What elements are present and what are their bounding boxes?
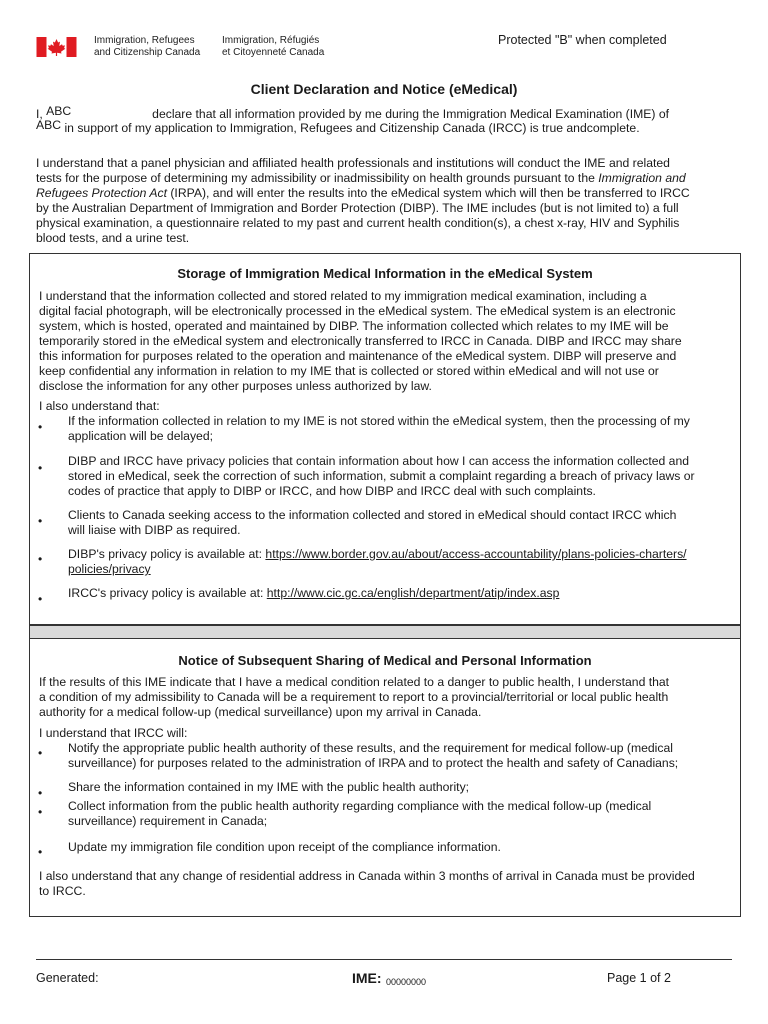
paragraph-line: to IRCC. (39, 884, 86, 898)
paragraph-line: I understand that a panel physician and affiliated health professionals and institutions will conduct the IME and related (36, 156, 670, 170)
paragraph-line: keep confidential any information in relation to my IME that is collected or stored within eMedical and will not use or (39, 364, 659, 378)
bullet-icon: • (38, 746, 43, 760)
text-span: tests for the purpose of determining my admissibility or inadmissibility on health grounds pursuant to the (36, 171, 595, 185)
list-item-line: surveillance) requirement in Canada; (68, 814, 268, 828)
protected-notice: Protected "B" when completed (498, 33, 667, 47)
department-line: Immigration, Refugees (94, 35, 195, 46)
paragraph-line: temporarily stored in the eMedical system and electronically transferred to IRCC in Canada. DIBP and IRCC may share (39, 334, 682, 348)
also-understand-heading: I also understand that: (39, 399, 160, 413)
ircc-will-heading: I understand that IRCC will: (39, 726, 188, 740)
generated-label: Generated: (36, 971, 99, 985)
paragraph-line: If the results of this IME indicate that I have a medical condition related to a danger to public health, I understand that (39, 675, 670, 689)
client-name-field-2: ABC (36, 118, 62, 132)
list-item (68, 780, 728, 795)
list-item (68, 414, 728, 444)
declaration-text: declare that all information provided by me during the Immigration Medical Examination (IME) of (152, 107, 670, 121)
list-item-line: will liaise with DIBP as required. (68, 523, 241, 537)
page-title: Client Declaration and Notice (eMedical) (250, 81, 518, 97)
paragraph-line: authority for a medical follow-up (medical surveillance) upon my arrival in Canada. (39, 705, 482, 719)
declaration-line-1 (36, 104, 736, 122)
paragraph-line: I also understand that any change of residential address in Canada within 3 months of arrival in Canada must be provided (39, 869, 695, 883)
list-item-line: codes of practice that apply to DIBP or IRCC, and how DIBP and IRCC deal with such complaints. (68, 484, 596, 498)
section-divider (29, 625, 741, 638)
list-item (68, 586, 728, 601)
act-name-italic: Immigration and (598, 171, 686, 185)
department-name-english (94, 35, 200, 59)
storage-paragraph (39, 289, 733, 394)
department-line: and Citizenship Canada (94, 47, 201, 58)
notice-section-title: Notice of Subsequent Sharing of Medical and Personal Information (178, 653, 592, 668)
canada-flag-icon (36, 37, 77, 57)
bullet-icon: • (38, 845, 43, 859)
list-item-line: Collect information from the public health authority regarding compliance with the medical follow-up (medical (68, 799, 652, 813)
list-item-line: Share the information contained in my IME with the public health authority; (68, 780, 470, 794)
declaration-prefix: I, (36, 107, 43, 121)
dibp-privacy-policy-link[interactable]: https://www.border.gov.au/about/access-accountability/plans-policies-charters/ (265, 547, 687, 561)
list-item (68, 840, 728, 855)
declaration-text: in support of my application to Immigration, Refugees and Citizenship Canada (IRCC) is true andcomplete. (64, 121, 640, 135)
list-item-line: DIBP and IRCC have privacy policies that contain information about how I can access the information collected and (68, 454, 689, 468)
list-item-line (68, 586, 728, 601)
paragraph-line: this information for purposes related to the operation and maintenance of the eMedical system. DIBP will preserve and (39, 349, 677, 363)
bullet-icon: • (38, 592, 43, 606)
list-item-line: Notify the appropriate public health authority of these results, and the requirement for medical follow-up (medical (68, 741, 673, 755)
ime-label: IME: (352, 970, 382, 986)
list-item (68, 454, 728, 499)
paragraph-line: digital facial photograph, will be electronically processed in the eMedical system. The eMedical system is an electronic (39, 304, 676, 318)
department-line: Immigration, Réfugiés (222, 35, 320, 46)
page-number: Page 1 of 2 (607, 971, 671, 985)
list-item-line: surveillance) for purposes related to the administration of IRPA and to protect the health and safety of Canadians; (68, 756, 679, 770)
bullet-icon: • (38, 514, 43, 528)
text-span: (IRPA), and will enter the results into the eMedical system which will then be transferred to IRCC (170, 186, 690, 200)
list-item (68, 741, 728, 771)
policy-label: DIBP's privacy policy is available at: (68, 547, 263, 561)
list-item-line (68, 562, 728, 577)
paragraph-line: by the Australian Department of Immigration and Border Protection (DIBP). The IME includes (but is not limited to) a full (36, 201, 679, 215)
ime-understanding-paragraph (36, 156, 736, 246)
storage-section-title: Storage of Immigration Medical Information in the eMedical System (177, 266, 593, 281)
list-item-line: If the information collected in relation to my IME is not stored within the eMedical system, then the processing of my (68, 414, 690, 428)
notice-paragraph (39, 675, 733, 720)
policy-label: IRCC's privacy policy is available at: (68, 586, 264, 600)
list-item-line: Clients to Canada seeking access to the information collected and stored in eMedical should contact IRCC which (68, 508, 677, 522)
bullet-icon: • (38, 552, 43, 566)
dibp-privacy-policy-link-cont[interactable]: policies/privacy (68, 562, 151, 576)
paragraph-line: I understand that the information collected and stored related to my immigration medical examination, including a (39, 289, 647, 303)
declaration-line-2 (36, 118, 736, 136)
list-item-line: stored in eMedical, seek the correction of such information, submit a complaint regarding a breach of privacy laws or (68, 469, 695, 483)
paragraph-line: system, which is hosted, operated and maintained by DIBP. The information collected which relates to my IME will be (39, 319, 669, 333)
list-item (68, 547, 728, 577)
department-line: et Citoyenneté Canada (222, 47, 325, 58)
list-item (68, 508, 728, 538)
paragraph-line (36, 186, 736, 201)
department-name-french (222, 35, 324, 59)
notice-section (29, 638, 741, 917)
bullet-icon: • (38, 805, 43, 819)
ircc-privacy-policy-link[interactable]: http://www.cic.gc.ca/english/department/atip/index.asp (266, 586, 560, 600)
list-item-line (68, 547, 728, 562)
footer-divider (36, 959, 732, 960)
paragraph-line: disclose the information for any other purposes unless authorized by law. (39, 379, 432, 393)
storage-section (29, 253, 741, 625)
bullet-icon: • (38, 420, 43, 434)
paragraph-line: blood tests, and a urine test. (36, 231, 190, 245)
list-item (68, 799, 728, 829)
bullet-icon: • (38, 786, 43, 800)
paragraph-line: a condition of my admissibility to Canada will be a requirement to report to a provincial/territorial or local public health (39, 690, 669, 704)
list-item-line: Update my immigration file condition upon receipt of the compliance information. (68, 840, 501, 854)
client-name-field: ABC (46, 104, 72, 118)
paragraph-line (36, 171, 736, 186)
ime-number: 00000000 (386, 977, 427, 987)
paragraph-line: physical examination, a questionnaire related to my past and current health condition(s), a chest x-ray, HIV and Syphilis (36, 216, 680, 230)
bullet-icon: • (38, 461, 43, 475)
list-item-line: application will be delayed; (68, 429, 213, 443)
act-name-italic: Refugees Protection Act (36, 186, 167, 200)
address-change-paragraph (39, 869, 733, 899)
